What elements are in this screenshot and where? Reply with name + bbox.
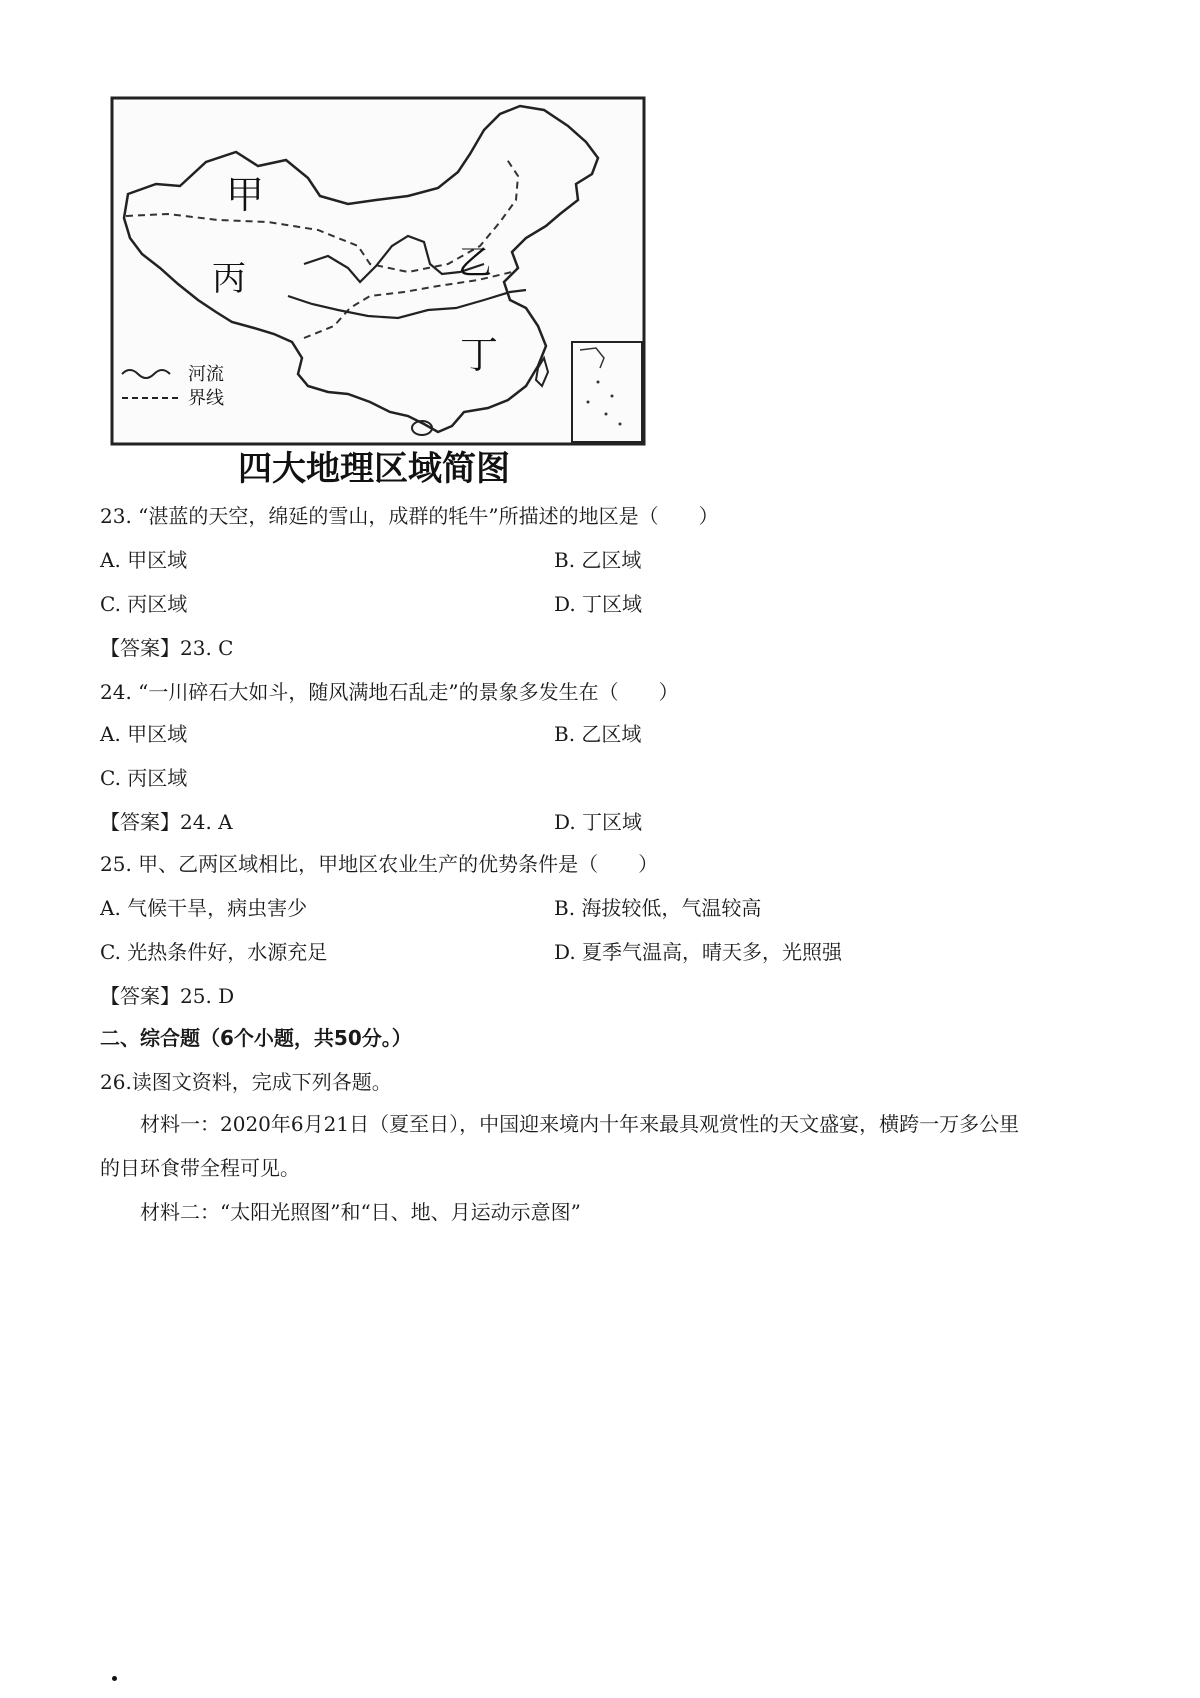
question-24-answer: 【答案】24. A xyxy=(100,810,233,834)
region-label-yi: 乙 xyxy=(458,243,492,283)
china-regions-map xyxy=(108,96,704,536)
region-label-bing: 丙 xyxy=(212,259,246,299)
question-25-option-b: B. 海拔较低，气温较高 xyxy=(554,896,762,920)
material-2: 材料二：“太阳光照图”和“日、地、月运动示意图” xyxy=(140,1200,581,1224)
question-25-answer: 【答案】25. D xyxy=(100,984,235,1008)
region-label-jia: 甲 xyxy=(226,173,265,217)
material-1-line-1: 材料一：2020年6月21日（夏至日），中国迎来境内十年来最具观赏性的天文盛宴，横跨一万多公里 xyxy=(140,1112,1020,1136)
map-title: 四大地理区域简图 xyxy=(238,449,510,489)
material-1-line-2: 的日环食带全程可见。 xyxy=(100,1156,300,1180)
question-24-option-c: C. 丙区域 xyxy=(100,766,188,790)
question-25-option-a: A. 气候干旱，病虫害少 xyxy=(100,896,308,920)
question-24-option-a: A. 甲区域 xyxy=(100,722,188,746)
legend-river-label: 河流 xyxy=(188,364,224,385)
question-23-option-b: B. 乙区域 xyxy=(554,548,642,572)
question-25-option-d: D. 夏季气温高，晴天多，光照强 xyxy=(554,940,843,964)
question-23-option-c: C. 丙区域 xyxy=(100,592,188,616)
question-23-answer: 【答案】23. C xyxy=(100,636,234,660)
question-23-option-a: A. 甲区域 xyxy=(100,548,188,572)
question-24-stem: 24. “一川碎石大如斗，随风满地石乱走”的景象多发生在（ ） xyxy=(100,680,679,704)
question-23-stem: 23. “湛蓝的天空，绵延的雪山，成群的牦牛”所描述的地区是（ ） xyxy=(100,504,719,528)
question-24-option-d: D. 丁区域 xyxy=(554,810,643,834)
legend-boundary-label: 界线 xyxy=(188,388,224,409)
question-25-option-c: C. 光热条件好，水源充足 xyxy=(100,940,328,964)
question-24-option-b: B. 乙区域 xyxy=(554,722,642,746)
section-2-heading: 二、综合题（6个小题，共50分。） xyxy=(100,1026,412,1050)
question-26-stem: 26.读图文资料，完成下列各题。 xyxy=(100,1070,392,1094)
footer-dot xyxy=(112,1676,117,1681)
question-25-stem: 25. 甲、乙两区域相比，甲地区农业生产的优势条件是（ ） xyxy=(100,852,659,876)
region-label-ding: 丁 xyxy=(460,333,499,377)
question-23-option-d: D. 丁区域 xyxy=(554,592,643,616)
